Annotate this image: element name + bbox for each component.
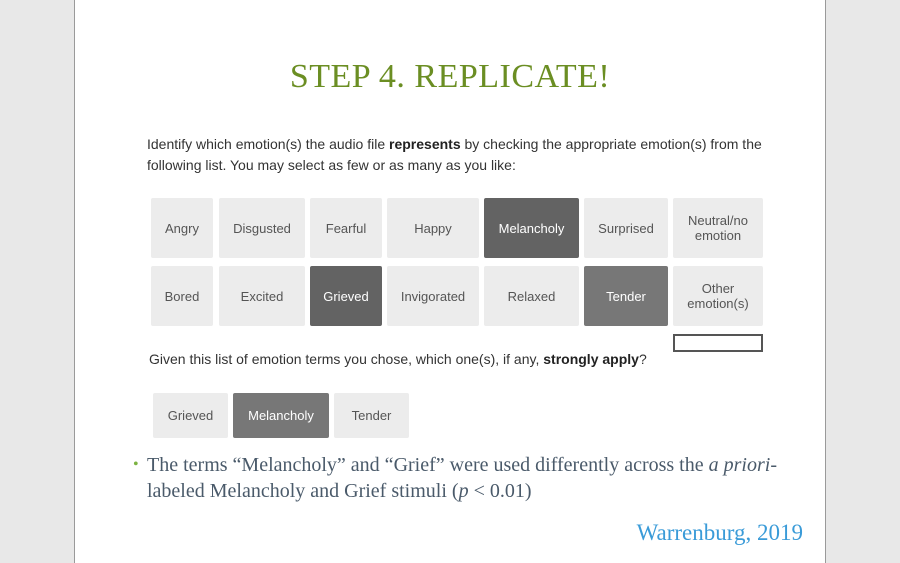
slide-title: STEP 4. REPLICATE! xyxy=(289,58,611,95)
emotion-label: Tender xyxy=(606,288,646,304)
other-emotion-input[interactable] xyxy=(673,334,763,352)
emotion-label: Bored xyxy=(164,288,200,304)
emotion-option-grieved[interactable] xyxy=(310,266,382,326)
emotion-option-melancholy[interactable] xyxy=(484,198,579,258)
emotion-option-surprised[interactable] xyxy=(584,198,668,258)
question-bold: strongly apply xyxy=(543,351,639,367)
emotion-option-invigorated[interactable] xyxy=(387,266,479,326)
emotion-label: Happy xyxy=(414,220,452,236)
bullet-part2: -labeled Melancholy and Grief stimuli ( xyxy=(147,454,777,502)
emotion-option-tender[interactable] xyxy=(584,266,668,326)
emotion-option-angry[interactable] xyxy=(151,198,213,258)
emotion-label: Neutral/no emotion xyxy=(688,213,748,243)
bullet-italic2: p xyxy=(458,480,469,502)
strongly-apply-question xyxy=(149,351,709,367)
question-after: ? xyxy=(638,351,647,367)
instruction-after: by checking the appropriate emotion(s) from the following list. You may select as few or as many as you like: xyxy=(147,136,762,173)
bullet-dot-icon: • xyxy=(133,456,139,473)
strong-option-label: Tender xyxy=(351,408,392,423)
instruction-text xyxy=(147,134,777,176)
emotion-label: Grieved xyxy=(323,288,369,304)
emotion-label: Fearful xyxy=(325,220,367,236)
instruction-bold: represents xyxy=(389,136,461,152)
citation: Warrenburg, 2019 xyxy=(636,520,803,545)
slide xyxy=(74,0,826,563)
strong-option-grieved[interactable] xyxy=(153,393,228,438)
emotion-label: Relaxed xyxy=(507,288,556,304)
emotion-option-bored[interactable] xyxy=(151,266,213,326)
strong-option-label: Melancholy xyxy=(248,408,314,423)
emotion-label: Melancholy xyxy=(498,220,565,236)
bullet-part1: The terms “Melancholy” and “Grief” were used differently across the xyxy=(147,454,709,476)
emotion-option-fearful[interactable] xyxy=(310,198,382,258)
emotion-option-excited[interactable] xyxy=(219,266,305,326)
emotion-label: Disgusted xyxy=(233,220,291,236)
strong-option-melancholy[interactable] xyxy=(233,393,329,438)
bullet-text xyxy=(147,452,797,504)
strong-option-label: Grieved xyxy=(167,408,214,423)
emotion-label: Other emotion(s) xyxy=(687,281,749,311)
emotion-option-disgusted[interactable] xyxy=(219,198,305,258)
emotion-label: Invigorated xyxy=(400,288,466,304)
emotion-label: Angry xyxy=(165,220,199,236)
emotion-label: Excited xyxy=(240,288,284,304)
emotion-option-other[interactable] xyxy=(673,266,763,326)
bullet-italic1: a priori xyxy=(708,454,771,476)
strong-option-tender[interactable] xyxy=(334,393,409,438)
bullet-part3: < 0.01) xyxy=(468,480,532,502)
question-before: Given this list of emotion terms you chose, which one(s), if any, xyxy=(149,351,544,367)
emotion-label: Surprised xyxy=(598,220,654,236)
emotion-option-happy[interactable] xyxy=(387,198,479,258)
emotion-option-neutral[interactable] xyxy=(673,198,763,258)
instruction-before: Identify which emotion(s) the audio file xyxy=(147,136,390,152)
emotion-option-relaxed[interactable] xyxy=(484,266,579,326)
